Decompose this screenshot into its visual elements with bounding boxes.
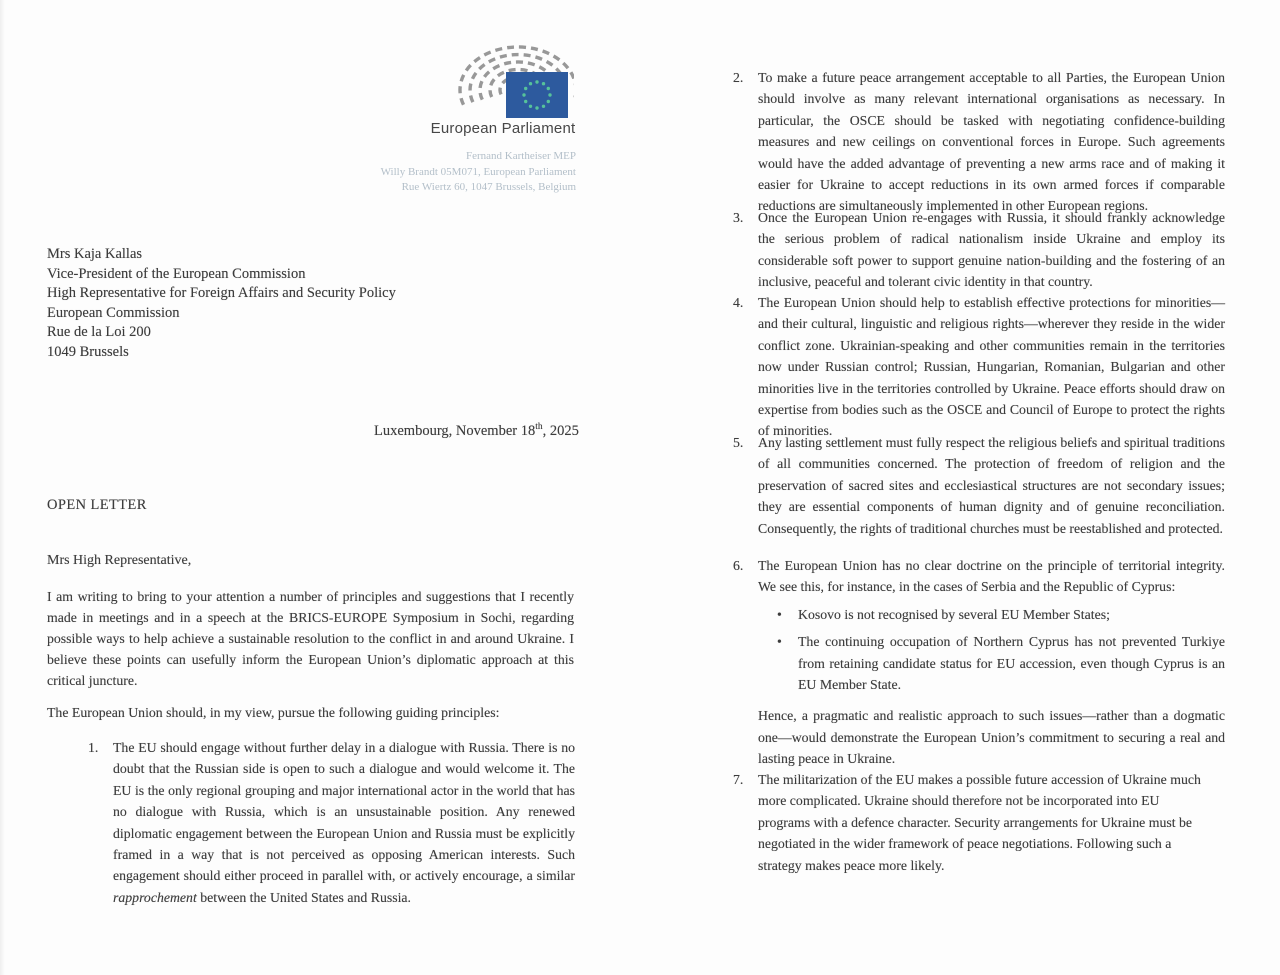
principle-item-7 bbox=[733, 769, 1205, 876]
principle-item-2 bbox=[733, 67, 1225, 217]
intro-paragraph: I am writing to bring to your attention a number of principles and suggestions that I recently made in meetings and in a speech at the BRICS-EUROPE Symposium in Sochi, regarding possible ways to help achieve a sustainable resolution to the conflict in and around Ukraine. I believe these points can usefully inform the European Union’s diplomatic approach at this critical juncture. bbox=[47, 589, 574, 688]
item-number: 2. bbox=[733, 70, 744, 85]
sub-bullet-list bbox=[758, 604, 1225, 696]
principle-item-6 bbox=[733, 555, 1225, 770]
dateline bbox=[374, 422, 579, 440]
principle-item-1 bbox=[88, 737, 575, 908]
bullet-item bbox=[758, 631, 1225, 695]
bullet-text: Kosovo is not recognised by several EU Member States; bbox=[798, 606, 1110, 622]
item-text bbox=[758, 555, 1225, 770]
recipient-name: Mrs Kaja Kallas bbox=[47, 246, 143, 262]
recipient-title-line: High Representative for Foreign Affairs and Security Policy bbox=[47, 285, 396, 302]
item-text-segment: The EU should engage without further delay in a dialogue with Russia. There is no doubt that the Russian side is open to such a dialogue and would welcome it. The EU is the only regional grouping and major international actor in the world that has no dialogue with Russia, which is an unsustainable position. Any renewed diplomatic engagement between the European Union and Russia must be explicitly framed in a way that is not perceived as opposing American interests. Such engagement should either proceed in parallel with, or actively encourage, a similar bbox=[113, 740, 575, 884]
principle-item-5 bbox=[733, 432, 1225, 539]
dateline-ordinal: th bbox=[535, 422, 543, 432]
item-number: 4. bbox=[733, 295, 744, 310]
eu-flag bbox=[506, 72, 568, 118]
item-number: 6. bbox=[733, 558, 744, 573]
recipient-city-line: 1049 Brussels bbox=[47, 343, 129, 360]
dateline-text: Luxembourg, November 18 bbox=[374, 422, 536, 439]
item-lead-text: The European Union has no clear doctrine on the principle of territorial integrity. We see this, for instance, in the cases of Serbia and the Republic of Cyprus: bbox=[758, 558, 1225, 595]
item-follow-up-text: Hence, a pragmatic and realistic approach to such issues—rather than a dogmatic one—would demonstrate the European Union’s commitment to securing a real and lasting peace in Ukraine. bbox=[758, 708, 1225, 767]
item-text: The European Union should help to establish effective protections for minorities—and their cultural, linguistic and religious rights—wherever they reside in the wider conflict zone. Ukrainian-speaking and other communities remain in the territories now under Russian control; Russian, Hungarian, Romanian, Bulgarian and other minorities live in the territories controlled by Ukraine. Peace efforts should draw on expertise from bodies such as the OSCE and Council of Europe to protect the rights of minorities. bbox=[758, 295, 1225, 439]
item-number: 1. bbox=[88, 740, 99, 755]
recipient-org-line: European Commission bbox=[47, 304, 180, 321]
european-parliament-logo-icon bbox=[446, 42, 574, 122]
item-text bbox=[113, 737, 575, 908]
recipient-street-line: Rue de la Loi 200 bbox=[47, 324, 151, 341]
mep-address-block bbox=[300, 149, 576, 196]
item-text: To make a future peace arrangement acceptable to all Parties, the European Union should involve as many relevant international organisations as necessary. In particular, the OSCE should be tasked with negotiating confidence-building measures and new ceilings on conventional forces in Europe. Such agreements would have the added advantage of preventing a new arms race and of making it easier for Ukraine to accept reductions in its own armed forces if comparable reductions are simultaneously implemented in other European regions. bbox=[758, 70, 1225, 214]
item-text: Once the European Union re-engages with Russia, it should frankly acknowledge the serious problem of radical nationalism inside Ukraine and employ its considerable soft power to support genuine nation-building and the fostering of an inclusive, peaceful and tolerant civic identity in that country. bbox=[758, 210, 1225, 290]
item-number: 3. bbox=[733, 210, 744, 225]
principle-item-4 bbox=[733, 292, 1225, 442]
item-number: 7. bbox=[733, 772, 744, 787]
mep-street-line: Rue Wiertz 60, 1047 Brussels, Belgium bbox=[401, 181, 576, 193]
salutation: Mrs High Representative, bbox=[47, 553, 192, 568]
item-text-italic: rapprochement bbox=[113, 889, 197, 905]
item-number: 5. bbox=[733, 435, 744, 450]
lead-in-paragraph: The European Union should, in my view, pursue the following guiding principles: bbox=[47, 705, 500, 720]
bullet-icon: • bbox=[777, 634, 782, 650]
mep-name-line: Fernand Kartheiser MEP bbox=[466, 150, 576, 162]
bullet-item bbox=[758, 604, 1225, 625]
dateline-year: , 2025 bbox=[542, 422, 579, 439]
item-text: The militarization of the EU makes a possible future accession of Ukraine much more complicated. Ukraine should therefore not be incorporated into EU programs with a defence character. Security arrangements for Ukraine must be negotiated in the wider framework of peace negotiations. Following such a strategy makes peace more likely. bbox=[758, 772, 1201, 873]
item-text: Any lasting settlement must fully respect the religious beliefs and spiritual traditions of all communities concerned. The protection of freedom of religion and the preservation of sacred sites and ecclesiastical structures are not secondary issues; they are essential components of human dignity and of genuine reconciliation. Consequently, the rights of traditional churches must be reestablished and protected. bbox=[758, 435, 1225, 536]
bullet-text: The continuing occupation of Northern Cyprus has not prevented Turkiye from retaining candidate status for EU accession, even though Cyprus is an EU Member State. bbox=[798, 634, 1225, 693]
recipient-title-line: Vice-President of the European Commission bbox=[47, 265, 306, 282]
bullet-icon: • bbox=[777, 606, 782, 622]
recipient-address-block bbox=[47, 245, 396, 363]
item-text-segment: between the United States and Russia. bbox=[196, 889, 411, 905]
letterhead-org-name: European Parliament bbox=[430, 120, 576, 137]
letter-title: OPEN LETTER bbox=[47, 497, 147, 513]
mep-office-line: Willy Brandt 05M071, European Parliament bbox=[380, 165, 576, 178]
principle-item-3 bbox=[733, 207, 1225, 293]
